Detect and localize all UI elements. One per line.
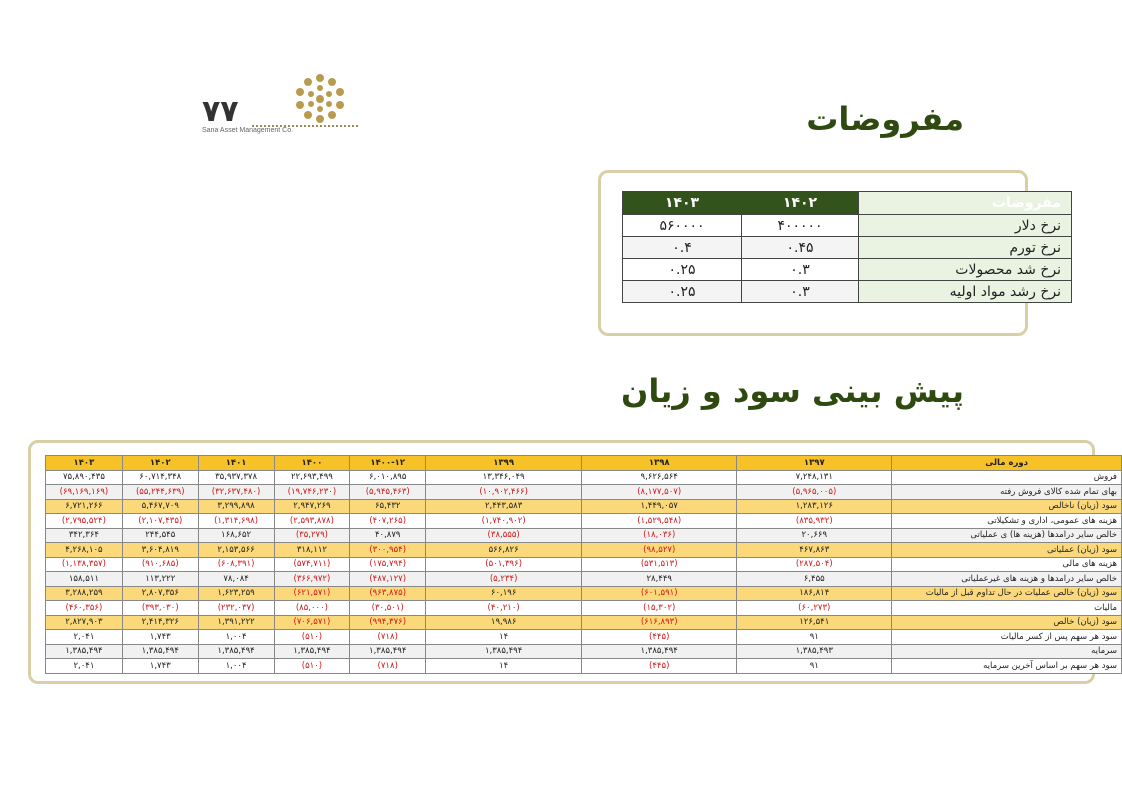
table-row: [46, 499, 1122, 514]
table-cell: ۵۶۰۰۰۰: [623, 215, 742, 237]
header-cell: ۱۴۰۲: [122, 456, 198, 471]
table-cell: ۷۸,۰۸۴: [198, 572, 274, 587]
table-cell: (۴۴۵): [582, 630, 737, 645]
table-cell: ۲,۸۲۷,۹۰۳: [46, 615, 123, 630]
table-cell: ۹۱: [737, 659, 892, 674]
table-cell: ۶,۴۵۵: [737, 572, 892, 587]
table-row: [46, 470, 1122, 485]
table-row: [46, 630, 1122, 645]
table-cell: (۵۵,۲۴۴,۶۳۹): [122, 485, 198, 500]
table-cell: (۲۸۷,۵۰۴): [737, 557, 892, 572]
table-row: [46, 557, 1122, 572]
table-cell: (۸,۱۷۷,۵۰۷): [582, 485, 737, 500]
header-cell: ۱۴۰۲: [742, 192, 859, 215]
assumptions-title: مفروضات: [806, 100, 964, 138]
row-label: هزینه های عمومی، اداری و تشکیلاتی: [892, 514, 1122, 529]
table-cell: ۱۸۶,۸۱۴: [737, 586, 892, 601]
table-cell: ۲,۰۴۱: [46, 659, 123, 674]
row-label: نرخ تورم: [859, 237, 1072, 259]
table-cell: (۳۵,۲۷۹): [274, 528, 350, 543]
table-cell: (۵,۲۳۴): [426, 572, 582, 587]
table-cell: ۱,۳۸۵,۴۹۴: [46, 644, 123, 659]
table-row: [623, 215, 1072, 237]
table-row: [46, 485, 1122, 500]
table-cell: ۴۰,۸۷۹: [350, 528, 426, 543]
table-cell: (۲۳۲,۰۳۷): [198, 601, 274, 616]
row-label: هزینه های مالی: [892, 557, 1122, 572]
table-cell: ۵,۴۶۷,۷۰۹: [122, 499, 198, 514]
table-row: [623, 281, 1072, 303]
table-cell: (۲,۵۹۳,۸۷۸): [274, 514, 350, 529]
table-cell: ۰.۲۵: [623, 259, 742, 281]
table-cell: (۶۰۱,۵۹۱): [582, 586, 737, 601]
table-cell: ۰.۴۵: [742, 237, 859, 259]
table-cell: ۳۵,۹۳۷,۳۷۸: [198, 470, 274, 485]
row-label: نرخ دلار: [859, 215, 1072, 237]
table-cell: ۶,۰۱۰,۸۹۵: [350, 470, 426, 485]
row-label: سود هر سهم پس از کسر مالیات: [892, 630, 1122, 645]
table-cell: ۲,۴۴۳,۵۸۳: [426, 499, 582, 514]
table-cell: ۱,۰۰۴: [198, 630, 274, 645]
table-cell: ۷۵,۸۹۰,۴۳۵: [46, 470, 123, 485]
table-cell: (۵۰۱,۳۹۶): [426, 557, 582, 572]
logo-number: ۷۷: [202, 94, 239, 129]
table-cell: ۱,۷۴۳: [122, 659, 198, 674]
table-cell: (۳۲,۶۳۷,۴۸۰): [198, 485, 274, 500]
table-cell: (۱۹,۷۴۶,۲۳۰): [274, 485, 350, 500]
table-row: [46, 543, 1122, 558]
table-cell: ۱,۳۸۵,۴۹۴: [122, 644, 198, 659]
profit-loss-table: [45, 455, 1122, 674]
table-cell: (۵۱۰): [274, 630, 350, 645]
table-cell: ۵۶۶,۸۲۶: [426, 543, 582, 558]
row-label: فروش: [892, 470, 1122, 485]
table-cell: (۴۸۷,۱۲۷): [350, 572, 426, 587]
table-cell: ۳,۲۸۸,۲۵۹: [46, 586, 123, 601]
table-cell: ۴۶۷,۸۶۳: [737, 543, 892, 558]
table-row: [46, 601, 1122, 616]
table-cell: (۳۰۰,۹۵۴): [350, 543, 426, 558]
table-cell: ۳۴۲,۳۶۴: [46, 528, 123, 543]
row-label: سود (زیان) خالص عملیات در حال تداوم قبل از مالیات: [892, 586, 1122, 601]
header-cell: ۱۴۰۰-۱۲: [350, 456, 426, 471]
table-cell: (۵۱۰): [274, 659, 350, 674]
header-cell: ۱۳۹۷: [737, 456, 892, 471]
header-cell: ۱۴۰۱: [198, 456, 274, 471]
table-cell: ۱,۳۸۵,۴۹۴: [274, 644, 350, 659]
table-cell: (۹۸,۵۲۷): [582, 543, 737, 558]
table-cell: ۶۵,۴۳۲: [350, 499, 426, 514]
table-cell: (۷۰۶,۵۷۱): [274, 615, 350, 630]
table-cell: ۲۲,۶۹۳,۴۹۹: [274, 470, 350, 485]
table-cell: (۶۲۱,۵۷۱): [274, 586, 350, 601]
table-cell: ۱,۶۲۳,۲۵۹: [198, 586, 274, 601]
company-logo: [200, 72, 360, 142]
table-cell: ۳,۲۹۹,۸۹۸: [198, 499, 274, 514]
table-cell: (۲,۱۰۷,۴۳۵): [122, 514, 198, 529]
table-cell: ۱,۳۹۱,۲۲۲: [198, 615, 274, 630]
table-cell: (۹۹۴,۳۷۶): [350, 615, 426, 630]
table-cell: ۲,۹۴۷,۲۶۹: [274, 499, 350, 514]
table-cell: ۶۰,۱۹۶: [426, 586, 582, 601]
table-cell: ۱,۳۸۵,۴۹۴: [198, 644, 274, 659]
table-cell: (۶۹,۱۶۹,۱۶۹): [46, 485, 123, 500]
table-cell: ۶۰,۷۱۴,۳۴۸: [122, 470, 198, 485]
assumptions-table: [622, 191, 1072, 303]
logo-emblem-icon: [292, 72, 348, 126]
table-row: [46, 615, 1122, 630]
table-row: [46, 572, 1122, 587]
table-cell: ۱۲۶,۵۴۱: [737, 615, 892, 630]
row-label: نرخ رشد مواد اولیه: [859, 281, 1072, 303]
table-cell: ۱۵۸,۵۱۱: [46, 572, 123, 587]
table-cell: ۱,۲۸۳,۱۲۶: [737, 499, 892, 514]
row-label: سرمایه: [892, 644, 1122, 659]
table-cell: ۱,۴۴۹,۰۵۷: [582, 499, 737, 514]
table-cell: ۰.۳: [742, 281, 859, 303]
table-cell: (۴۰,۲۱۰): [426, 601, 582, 616]
table-cell: (۱۸,۰۳۶): [582, 528, 737, 543]
table-cell: ۰.۴: [623, 237, 742, 259]
table-cell: (۳۸,۵۵۵): [426, 528, 582, 543]
table-cell: ۲,۸۰۷,۳۵۶: [122, 586, 198, 601]
table-cell: (۹۱۰,۶۸۵): [122, 557, 198, 572]
table-row: [46, 644, 1122, 659]
table-cell: (۱,۱۳۸,۳۵۷): [46, 557, 123, 572]
row-label: خالص سایر درامدها (هزینه ها) ی عملیاتی: [892, 528, 1122, 543]
row-label: خالص سایر درامدها و هزینه های غیرعملیاتی: [892, 572, 1122, 587]
table-cell: ۱,۳۸۵,۴۹۴: [350, 644, 426, 659]
table-cell: (۳۶۶,۹۷۲): [274, 572, 350, 587]
table-cell: ۱,۷۴۳: [122, 630, 198, 645]
table-cell: (۳۹۳,۰۳۰): [122, 601, 198, 616]
header-cell: دوره مالی: [892, 456, 1122, 471]
header-cell: ۱۴۰۰: [274, 456, 350, 471]
table-header-row: [623, 192, 1072, 215]
table-cell: ۱۶۸,۶۵۲: [198, 528, 274, 543]
row-label: مالیات: [892, 601, 1122, 616]
table-row: [46, 514, 1122, 529]
table-cell: ۱,۳۸۵,۴۹۴: [426, 644, 582, 659]
table-cell: (۸۵,۰۰۰): [274, 601, 350, 616]
table-cell: (۴۴۵): [582, 659, 737, 674]
table-cell: ۲,۴۱۴,۳۲۶: [122, 615, 198, 630]
table-cell: (۵,۹۴۵,۴۶۳): [350, 485, 426, 500]
table-cell: ۰.۲۵: [623, 281, 742, 303]
header-cell: ۱۴۰۳: [623, 192, 742, 215]
header-cell: مفروضات: [859, 192, 1072, 215]
table-cell: ۴,۲۶۸,۱۰۵: [46, 543, 123, 558]
table-cell: (۱,۳۱۴,۶۹۸): [198, 514, 274, 529]
table-cell: ۱۳,۳۴۶,۰۴۹: [426, 470, 582, 485]
table-cell: (۱,۵۲۹,۵۴۸): [582, 514, 737, 529]
table-row: [623, 237, 1072, 259]
header-cell: ۱۳۹۹: [426, 456, 582, 471]
header-cell: ۱۴۰۳: [46, 456, 123, 471]
table-cell: ۹۱: [737, 630, 892, 645]
forecast-title: پیش بینی سود و زیان: [621, 372, 964, 410]
table-cell: (۱,۷۴۰,۹۰۲): [426, 514, 582, 529]
row-label: سود (زیان) عملیاتی: [892, 543, 1122, 558]
profit-loss-body: [46, 470, 1122, 673]
table-cell: ۲,۱۵۳,۵۶۶: [198, 543, 274, 558]
table-cell: ۲۸,۴۴۹: [582, 572, 737, 587]
table-cell: ۲۴۴,۵۴۵: [122, 528, 198, 543]
row-label: نرخ شد محصولات: [859, 259, 1072, 281]
table-cell: ۳,۶۰۴,۸۱۹: [122, 543, 198, 558]
table-cell: ۴۰۰۰۰۰: [742, 215, 859, 237]
table-row: [46, 659, 1122, 674]
table-cell: (۶۰,۲۷۳): [737, 601, 892, 616]
table-cell: ۲,۰۴۱: [46, 630, 123, 645]
table-cell: ۰.۳: [742, 259, 859, 281]
table-cell: (۱۰,۹۰۲,۴۶۶): [426, 485, 582, 500]
table-cell: ۱,۳۸۵,۴۹۳: [737, 644, 892, 659]
table-row: [623, 259, 1072, 281]
table-cell: ۱۴: [426, 659, 582, 674]
table-cell: ۱,۳۸۵,۴۹۴: [582, 644, 737, 659]
table-cell: (۲,۷۹۵,۵۲۴): [46, 514, 123, 529]
table-cell: (۸۳۵,۹۳۲): [737, 514, 892, 529]
table-cell: ۱۴: [426, 630, 582, 645]
table-cell: ۷,۲۴۸,۱۳۱: [737, 470, 892, 485]
table-cell: ۹,۶۲۶,۵۶۴: [582, 470, 737, 485]
table-cell: (۳۰,۵۰۱): [350, 601, 426, 616]
table-cell: (۴۰۷,۲۶۵): [350, 514, 426, 529]
table-cell: (۱۷۵,۷۹۴): [350, 557, 426, 572]
logo-english-text: Sana Asset Management Co.: [202, 127, 294, 134]
row-label: بهای تمام شده کالای فروش رفته: [892, 485, 1122, 500]
table-cell: (۶۱۶,۸۹۳): [582, 615, 737, 630]
table-row: [46, 586, 1122, 601]
table-cell: ۱,۰۰۴: [198, 659, 274, 674]
table-cell: ۶,۷۲۱,۲۶۶: [46, 499, 123, 514]
table-row: [46, 528, 1122, 543]
table-cell: (۱۵,۳۰۲): [582, 601, 737, 616]
table-cell: ۱۱۳,۲۲۲: [122, 572, 198, 587]
table-cell: ۲۰,۶۶۹: [737, 528, 892, 543]
table-cell: (۵,۹۶۵,۰۰۵): [737, 485, 892, 500]
table-cell: ۳۱۸,۱۱۲: [274, 543, 350, 558]
row-label: سود (زیان) ناخالص: [892, 499, 1122, 514]
table-header-row: [46, 456, 1122, 471]
table-cell: ۱۹,۹۸۶: [426, 615, 582, 630]
row-label: سود (زیان) خالص: [892, 615, 1122, 630]
table-cell: (۷۱۸): [350, 630, 426, 645]
table-cell: (۴۶۰,۳۵۶): [46, 601, 123, 616]
table-cell: (۹۶۳,۸۷۵): [350, 586, 426, 601]
table-cell: (۷۱۸): [350, 659, 426, 674]
header-cell: ۱۳۹۸: [582, 456, 737, 471]
row-label: سود هر سهم بر اساس آخرین سرمایه: [892, 659, 1122, 674]
table-cell: (۵۷۴,۷۱۱): [274, 557, 350, 572]
table-cell: (۶۰۸,۳۹۱): [198, 557, 274, 572]
table-cell: (۵۳۱,۵۱۳): [582, 557, 737, 572]
